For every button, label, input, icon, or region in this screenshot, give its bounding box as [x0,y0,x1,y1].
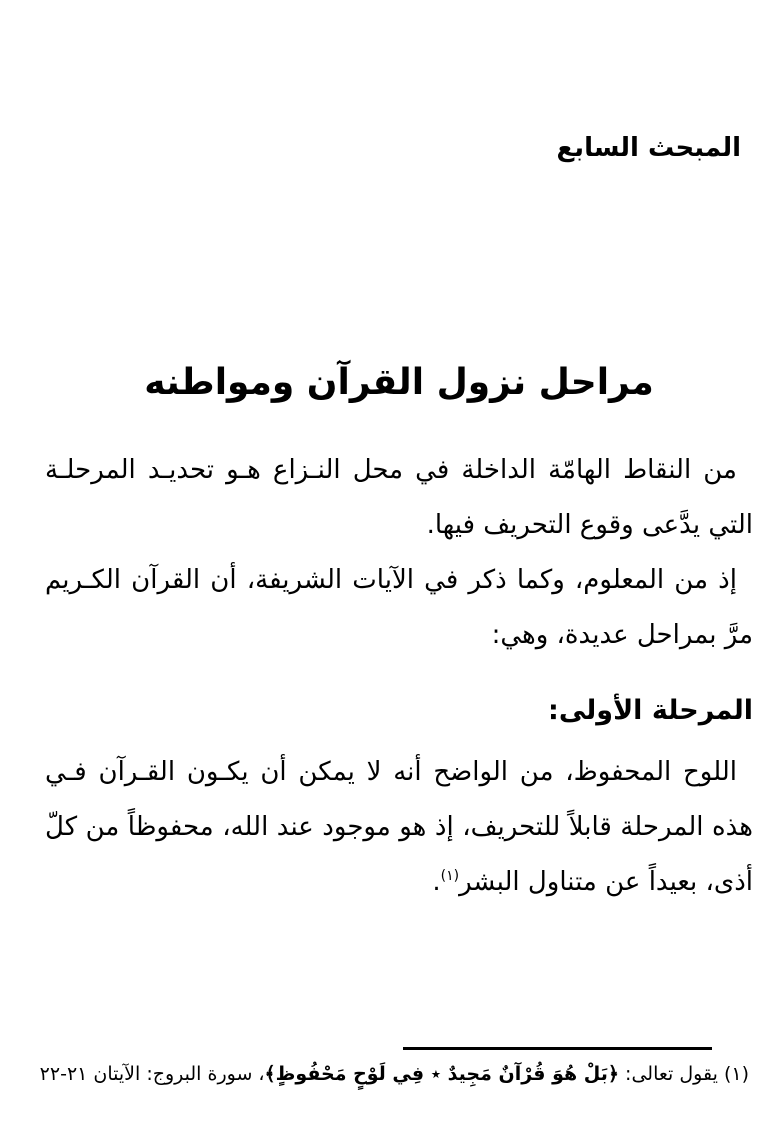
chapter-header: المبحث السابع [556,133,741,163]
footnote [40,1056,749,1092]
paragraph-1 [45,443,753,553]
paragraph-line: مرَّ بمراحل عديدة، وهي: [491,620,753,650]
footnote-reference: (١) [440,868,460,884]
paragraph-line: اللوح المحفوظ، من الواضح أنه لا يمكن أن يكـون القـرآن فـي [45,757,737,787]
footnote-marker: (١) [723,1063,749,1085]
footnote-divider [403,1047,712,1050]
paragraph-2 [45,553,753,663]
footnote-source: ، سورة البروج: الآيتان ٢١-٢٢ [39,1063,265,1085]
paragraph-3 [45,745,753,910]
paragraph-line [45,855,753,910]
line-text: . [432,867,441,897]
paragraph-line: من النقاط الهامّة الداخلة في محل النـزاع هـو تحديـد المرحلـة [45,455,737,485]
section-heading: المرحلة الأولى: [548,695,753,726]
quran-verse: ﴿بَلْ هُوَ قُرْآنٌ مَجِيدٌ ٭ فِي لَوْحٍ مَحْفُوظٍ﴾ [264,1063,620,1085]
footnote-intro: يقول تعالى: [619,1063,724,1085]
line-text: أذى، بعيداً عن متناول البشر [459,867,753,897]
paragraph-line: هذه المرحلة قابلاً للتحريف، إذ هو موجود عند الله، محفوظاً من كلّ [45,812,753,842]
paragraph-line: التي يدَّعى وقوع التحريف فيها. [426,510,753,540]
paragraph-line: إذ من المعلوم، وكما ذكر في الآيات الشريفة، أن القرآن الكـريم [45,565,737,595]
page-title: مراحل نزول القرآن ومواطنه [144,362,654,403]
